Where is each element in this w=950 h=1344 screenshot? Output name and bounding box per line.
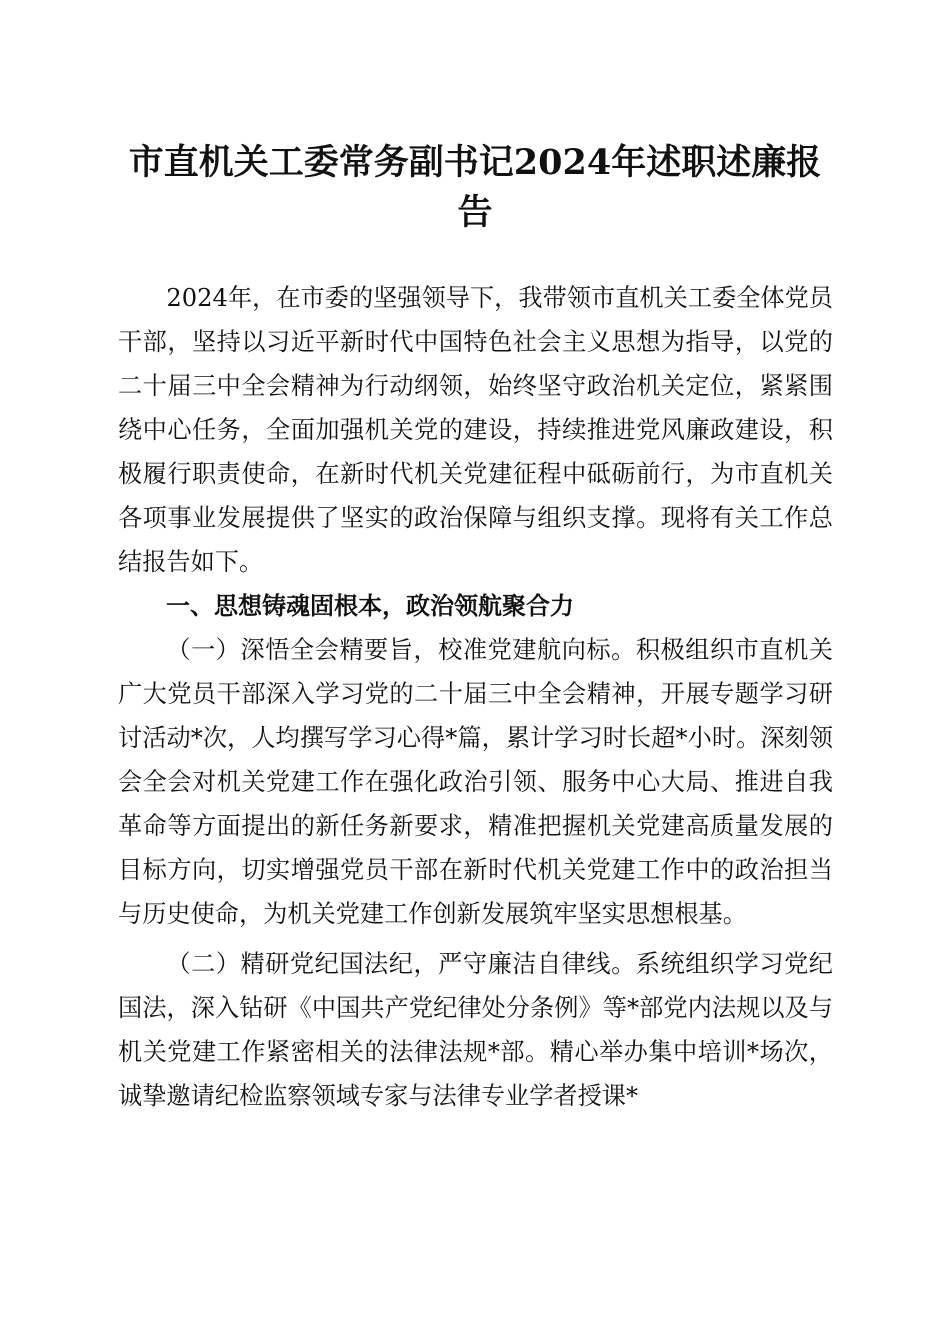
document-title: 市直机关工委常务副书记2024年述职述廉报告 bbox=[128, 142, 822, 233]
document-body bbox=[118, 276, 833, 1118]
subsection-paragraph-1: （一）深悟全会精要旨，校准党建航向标。积极组织市直机关广大党员干部深入学习党的二十届三中全会精神，开展专题学习研讨活动*次，人均撰写学习心得*篇，累计学习时长超*小时。深刻领会全会对机关党建工作在强化政治引领、服务中心大局、推进自我革命等方面提出的新任务新要求，精准把握机关党建高质量发展的目标方向，切实增强党员干部在新时代机关党建工作中的政治担当与历史使命，为机关党建工作创新发展筑牢坚实思想根基。 bbox=[118, 636, 833, 928]
intro-paragraph: 2024年，在市委的坚强领导下，我带领市直机关工委全体党员干部，坚持以习近平新时代中国特色社会主义思想为指导，以党的二十届三中全会精神为行动纲领，始终坚守政治机关定位，紧紧围绕中心任务，全面加强机关党的建设，持续推进党风廉政建设，积极履行职责使命，在新时代机关党建征程中砥砺前行，为市直机关各项事业发展提供了坚实的政治保障与组织支撑。现将有关工作总结报告如下。 bbox=[118, 284, 833, 576]
section-heading-1: 一、思想铸魂固根本，政治领航聚合力 bbox=[166, 592, 574, 620]
subsection-paragraph-2: （二）精研党纪国法纪，严守廉洁自律线。系统组织学习党纪国法，深入钻研《中国共产党纪律处分条例》等*部党内法规以及与机关党建工作紧密相关的法律法规*部。精心举办集中培训*场次，诚挚邀请纪检监察领域专家与法律专业学者授课* bbox=[118, 950, 833, 1110]
